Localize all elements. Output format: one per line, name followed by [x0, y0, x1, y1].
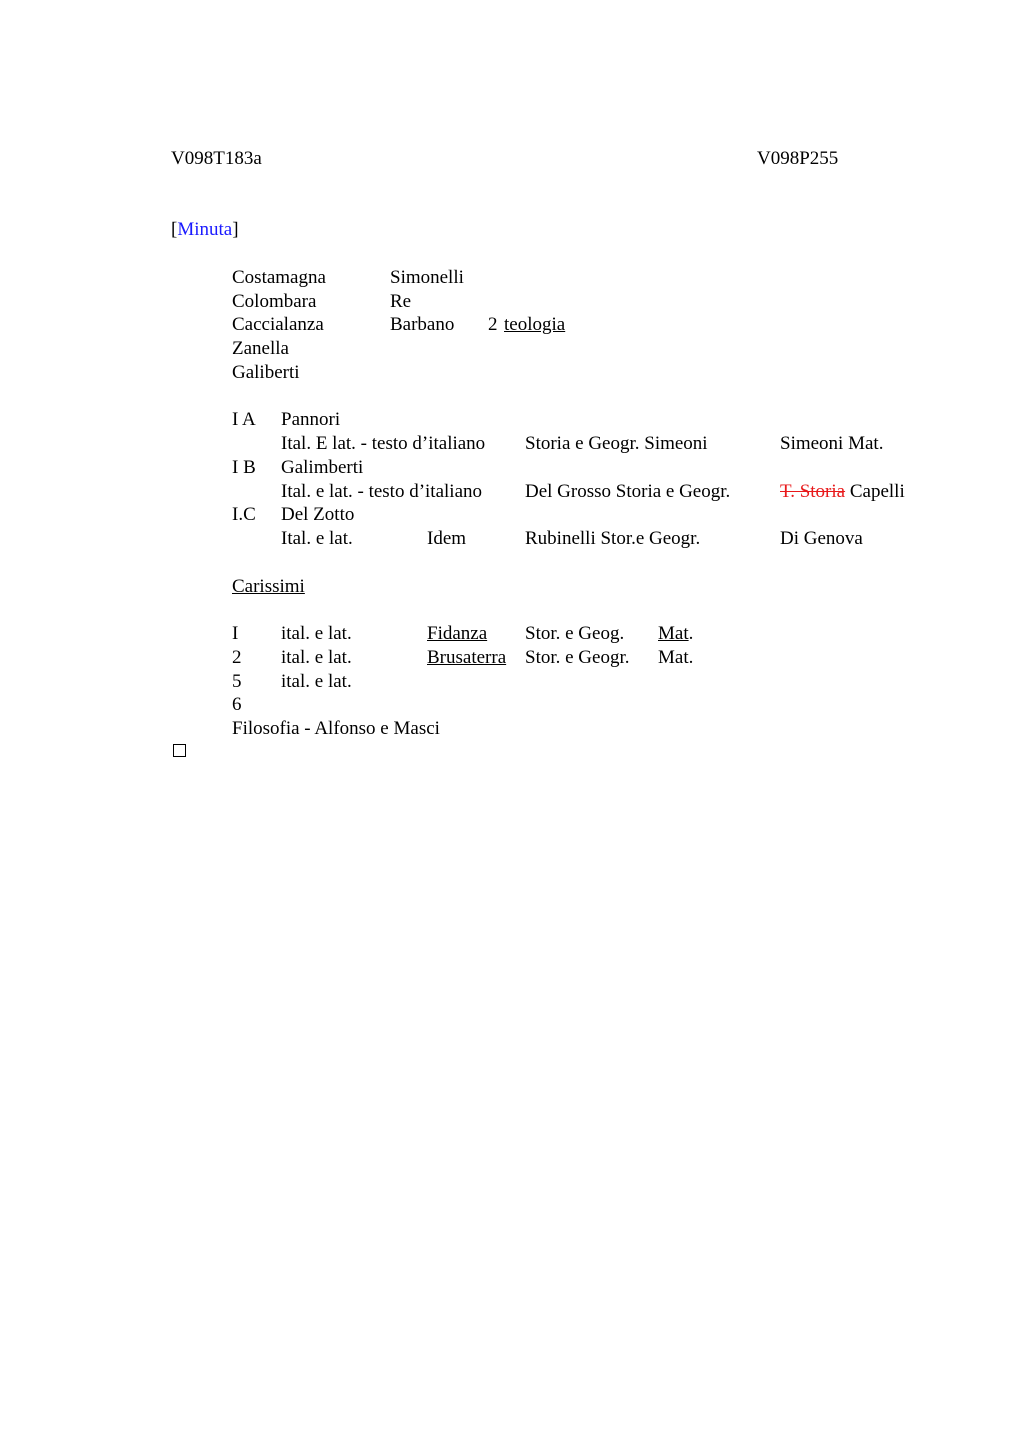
minuta-note: [171, 220, 239, 239]
end-square-icon: [173, 744, 186, 757]
name-col1: Caccialanza: [232, 314, 324, 335]
carissimi-row-subject: ital. e lat.: [281, 623, 352, 644]
philosophy-line: Filosofia - Alfonso e Masci: [232, 718, 440, 739]
class-subject: Ital. e lat. - testo d’italiano: [281, 481, 483, 502]
class-code: I.C: [232, 504, 256, 525]
class-history: Del Grosso Storia e Geogr.: [525, 481, 731, 502]
carissimi-row-num: I: [232, 623, 239, 644]
name-col1: Galiberti: [232, 362, 300, 383]
document-code-right: V098P255: [757, 148, 839, 169]
carissimi-row-teacher: Brusaterra: [427, 647, 507, 668]
name-col2: Barbano: [390, 314, 455, 335]
name-col2: Re: [390, 291, 412, 312]
class-history: Storia e Geogr. Simeoni: [525, 433, 708, 454]
class-subject: Ital. E lat. - testo d’italiano: [281, 433, 486, 454]
class-subject: Ital. e lat.: [281, 528, 353, 549]
class-subject-extra: Idem: [427, 528, 467, 549]
carissimi-heading: Carissimi: [232, 576, 305, 597]
carissimi-row-math-line: [658, 624, 693, 643]
document-code-left: V098T183a: [171, 148, 262, 169]
carissimi-row-history: Stor. e Geog.: [525, 623, 625, 644]
carissimi-row-subject: ital. e lat.: [281, 647, 352, 668]
minuta-label: Minuta: [177, 219, 233, 240]
carissimi-row-num: 2: [232, 647, 242, 668]
extra-word-teologia: teologia: [504, 314, 566, 335]
name-col1: Colombara: [232, 291, 317, 312]
name-col2: Simonelli: [390, 267, 464, 288]
carissimi-row-math-suffix: .: [688, 623, 694, 644]
name-col1: Zanella: [232, 338, 289, 359]
class-teacher: Pannori: [281, 409, 341, 430]
class-teacher: Del Zotto: [281, 504, 355, 525]
carissimi-row-teacher: Fidanza: [427, 623, 488, 644]
carissimi-row-math: Mat.: [658, 647, 694, 668]
carissimi-row-num: 6: [232, 694, 242, 715]
class-math-line: [780, 482, 905, 501]
name-col1: Costamagna: [232, 267, 326, 288]
carissimi-row-num: 5: [232, 671, 242, 692]
carissimi-row-history: Stor. e Geogr.: [525, 647, 630, 668]
class-code: I A: [232, 409, 256, 430]
extra-number: 2: [488, 314, 498, 335]
class-history: Rubinelli Stor.e Geogr.: [525, 528, 701, 549]
class-code: I B: [232, 457, 256, 478]
carissimi-row-math: Mat: [658, 623, 689, 644]
minuta-close-bracket: ]: [232, 219, 239, 240]
class-teacher: Galimberti: [281, 457, 364, 478]
class-math: Di Genova: [780, 528, 863, 549]
struck-text: T. Storia: [780, 481, 846, 502]
class-math: Capelli: [849, 481, 905, 502]
class-math: Simeoni Mat.: [780, 433, 884, 454]
minuta-open-bracket: [: [171, 219, 178, 240]
carissimi-row-subject: ital. e lat.: [281, 671, 352, 692]
